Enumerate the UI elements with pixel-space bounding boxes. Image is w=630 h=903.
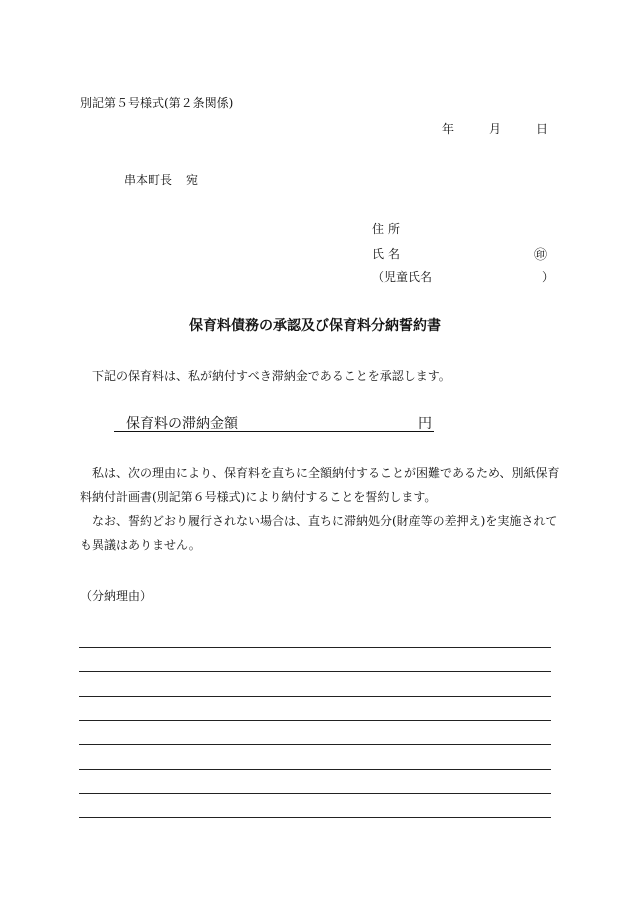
reason-writing-line [79, 817, 551, 818]
date-day-label: 日 [536, 122, 549, 136]
date-month-label: 月 [489, 122, 502, 136]
addressee-suffix: 宛 [186, 173, 199, 187]
document-title: 保育料債務の承認及び保育料分納誓約書 [189, 318, 441, 334]
addressee-name: 串本町長 [124, 173, 173, 187]
address-label: 住所 [372, 222, 405, 236]
child-name-close-paren: ） [542, 270, 555, 284]
amount-label: 保育料の滞納金額 [126, 416, 238, 432]
reason-label: （分納理由） [80, 589, 153, 603]
name-label: 氏名 [372, 247, 405, 261]
reason-writing-line [79, 744, 551, 745]
reason-writing-line [79, 769, 551, 770]
child-name-label: （児童氏名 [372, 270, 433, 284]
reason-writing-line [79, 647, 551, 648]
reason-writing-line [79, 696, 551, 697]
acknowledgement-text: 下記の保育料は、私が納付すべき滞納金であることを承認します。 [92, 369, 451, 383]
pledge-paragraph: 私は、次の理由により、保育料を直ちに全額納付することが困難であるため、別紙保育料納付計画書(別記第６号様式)により納付することを誓約します。 [80, 466, 560, 504]
form-reference: 別記第５号様式(第２条関係) [80, 96, 234, 110]
pledge-paragraph: なお、誓約どおり履行されない場合は、直ちに滞納処分(財産等の差押え)を実施されても異議はありません。 [80, 514, 558, 552]
date-year-label: 年 [442, 122, 455, 136]
pledge-text [80, 461, 560, 557]
reason-writing-line [79, 671, 551, 672]
reason-writing-line [79, 720, 551, 721]
seal-mark: ㊞ [534, 248, 548, 263]
amount-row [114, 413, 434, 432]
reason-writing-line [79, 793, 551, 794]
amount-unit: 円 [418, 416, 432, 432]
